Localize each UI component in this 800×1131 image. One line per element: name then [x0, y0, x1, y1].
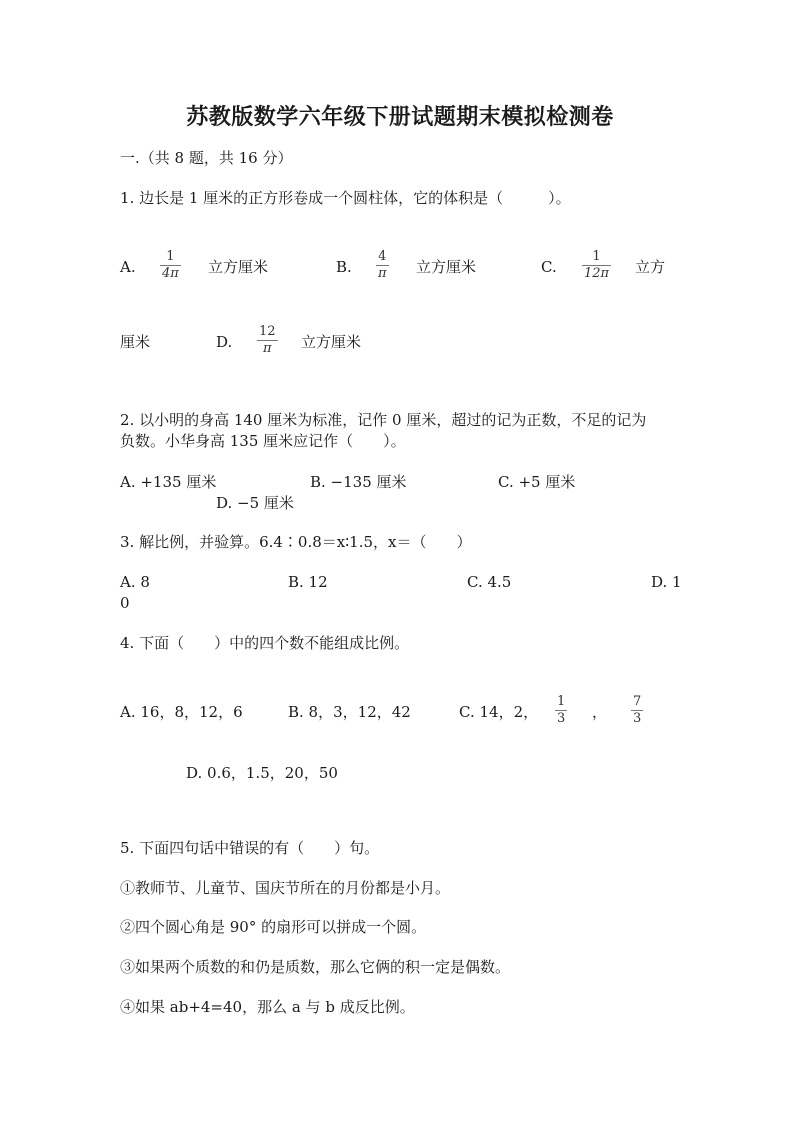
q2-option-b: B. −135 厘米 [310, 473, 407, 491]
q5-statement-2: ②四个圆心角是 90° 的扇形可以拼成一个圆。 [120, 918, 427, 936]
section-header: 一.（共 8 题，共 16 分） [120, 149, 293, 167]
fraction-denominator: 3 [557, 710, 566, 726]
fraction-denominator: 12π [584, 265, 610, 281]
q5-statement-4: ④如果 ab+4=40，那么 a 与 b 成反比例。 [120, 998, 415, 1016]
fraction-numerator: 12 [259, 324, 276, 339]
q4-option-c: C. 14，2， [459, 703, 539, 721]
fraction-denominator: 4π [162, 265, 179, 281]
fraction-denominator: π [263, 340, 272, 356]
q1-option-c-fraction [582, 250, 611, 280]
fraction-numerator: 1 [557, 694, 566, 709]
q4-option-a: A. 16，8，12，6 [120, 703, 243, 721]
q4-option-c-fraction-2 [631, 695, 643, 725]
q2-option-a: A. +135 厘米 [120, 473, 217, 491]
fraction-numerator: 4 [378, 249, 387, 264]
q1-option-b-unit: 立方厘米 [416, 258, 477, 276]
fraction-numerator: 7 [633, 694, 642, 709]
q1-option-b-label: B. [336, 258, 352, 276]
q1-option-a-label: A. [120, 258, 136, 276]
q4-option-d: D. 0.6，1.5，20，50 [186, 764, 338, 782]
q1-option-b-fraction [376, 250, 389, 280]
q3-option-d-part2: 0 [120, 594, 130, 612]
q1-option-c-label: C. [541, 258, 557, 276]
q1-option-c-unit-part2: 厘米 [120, 333, 151, 351]
q5-statement-3: ③如果两个质数的和仍是质数，那么它俩的积一定是偶数。 [120, 958, 511, 976]
question-1-stem: 1. 边长是 1 厘米的正方形卷成一个圆柱体，它的体积是（ ）。 [120, 189, 571, 207]
fraction-denominator: 3 [633, 710, 642, 726]
page-title: 苏教版数学六年级下册试题期末模拟检测卷 [186, 104, 614, 130]
question-5-stem: 5. 下面四句话中错误的有（ ）句。 [120, 839, 380, 857]
question-2-line-1: 2. 以小明的身高 140 厘米为标准，记作 0 厘米，超过的记为正数，不足的记为 [120, 411, 647, 429]
q3-option-a: A. 8 [120, 573, 150, 591]
fraction-numerator: 1 [166, 249, 175, 264]
q1-option-d-unit: 立方厘米 [301, 333, 362, 351]
fraction-denominator: π [378, 265, 387, 281]
q2-option-c: C. +5 厘米 [498, 473, 576, 491]
q4-option-b: B. 8，3，12，42 [288, 703, 411, 721]
q3-option-d-part1: D. 1 [651, 573, 682, 591]
q1-option-d-fraction [257, 325, 278, 355]
q1-option-a-unit: 立方厘米 [208, 258, 269, 276]
question-4-stem: 4. 下面（ ）中的四个数不能组成比例。 [120, 634, 410, 652]
q4-option-c-separator: ， [592, 703, 608, 721]
question-3-stem: 3. 解比例，并验算。6.4∶0.8＝x∶1.5，x＝（ ） [120, 533, 472, 551]
q5-statement-1: ①教师节、儿童节、国庆节所在的月份都是小月。 [120, 879, 451, 897]
q1-option-d-label: D. [216, 333, 233, 351]
fraction-numerator: 1 [592, 249, 601, 264]
q4-option-c-fraction-1 [555, 695, 567, 725]
q2-option-d: D. −5 厘米 [216, 494, 294, 512]
q3-option-b: B. 12 [288, 573, 328, 591]
question-2-line-2: 负数。小华身高 135 厘米应记作（ ）。 [120, 432, 406, 450]
q1-option-c-unit-part1: 立方 [635, 258, 666, 276]
q3-option-c: C. 4.5 [467, 573, 512, 591]
q1-option-a-fraction [160, 250, 181, 280]
